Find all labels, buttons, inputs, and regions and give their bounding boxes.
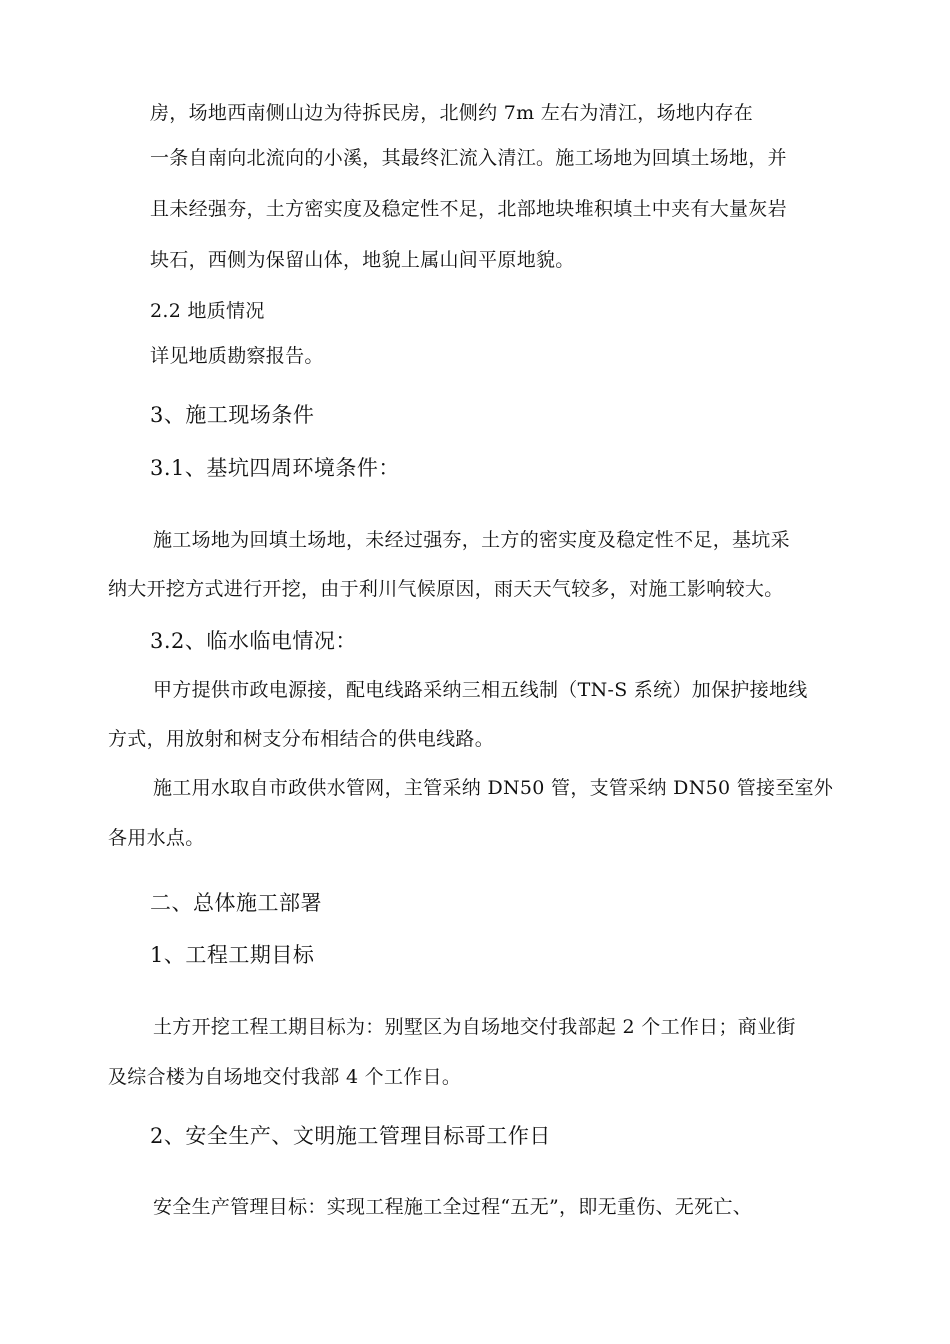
paragraph-line: 施工场地为回填土场地，未经过强夯，土方的密实度及稳定性不足，基坑采 — [153, 529, 790, 551]
paragraph-line: 土方开挖工程工期目标为：别墅区为自场地交付我部起 2 个工作日；商业街 — [153, 1016, 796, 1038]
part-heading: 二、总体施工部署 — [150, 891, 322, 915]
paragraph-line: 一条自南向北流向的小溪，其最终汇流入清江。施工场地为回填土场地，并 — [150, 147, 787, 169]
section-heading: 1、工程工期目标 — [150, 943, 315, 967]
subsection-heading: 3.2、临水临电情况： — [150, 629, 357, 653]
section-heading: 3、施工现场条件 — [150, 403, 315, 427]
paragraph-line: 施工用水取自市政供水管网，主管采纳 DN50 管，支管采纳 DN50 管接至室外 — [153, 777, 834, 799]
paragraph-line: 且未经强夯，土方密实度及稳定性不足，北部地块堆积填土中夹有大量灰岩 — [150, 198, 787, 220]
paragraph-line: 方式，用放射和树支分布相结合的供电线路。 — [108, 728, 495, 750]
subsection-heading: 3.1、基坑四周环境条件： — [150, 456, 400, 480]
paragraph-line: 块石，西侧为保留山体，地貌上属山间平原地貌。 — [150, 249, 575, 271]
paragraph-line: 纳大开挖方式进行开挖，由于利川气候原因，雨天天气较多，对施工影响较大。 — [108, 578, 784, 600]
section-heading: 2、安全生产、文明施工管理目标哥工作日 — [150, 1124, 551, 1148]
section-heading: 2.2 地质情况 — [150, 300, 265, 322]
paragraph-line: 及综合楼为自场地交付我部 4 个工作日。 — [108, 1066, 462, 1088]
paragraph-line: 安全生产管理目标：实现工程施工全过程“五无”，即无重伤、无死亡、 — [153, 1196, 753, 1218]
paragraph-line: 各用水点。 — [108, 827, 205, 849]
paragraph-line: 房，场地西南侧山边为待拆民房，北侧约 7m 左右为清江，场地内存在 — [150, 102, 754, 124]
paragraph-line: 甲方提供市政电源接，配电线路采纳三相五线制（TN-S 系统）加保护接地线 — [153, 679, 808, 701]
paragraph-line: 详见地质勘察报告。 — [150, 345, 324, 367]
